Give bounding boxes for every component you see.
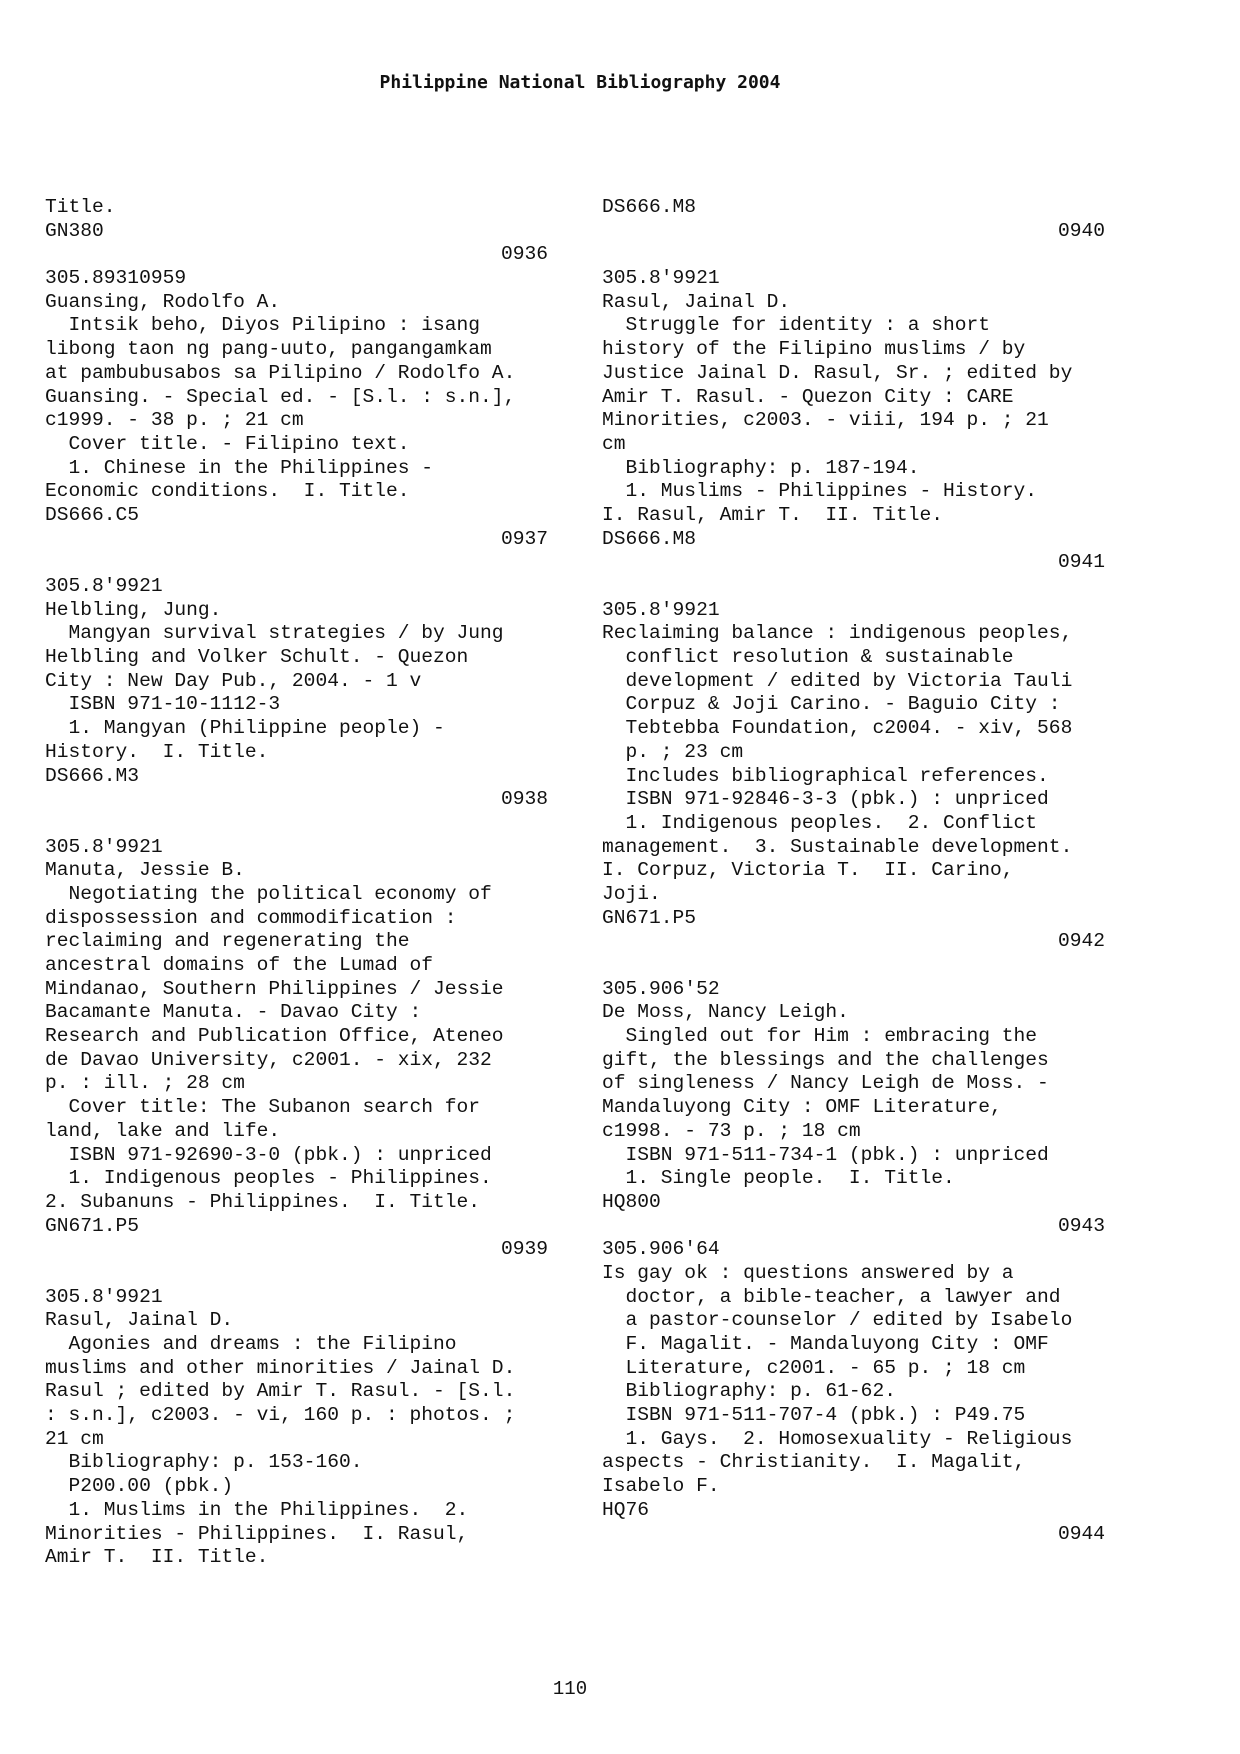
entry-line: libong taon ng pang-uuto, pangangamkam xyxy=(45,338,492,361)
entry-line: Tebtebba Foundation, c2004. - xiv, 568 xyxy=(602,717,1073,740)
entry-number: 0941 xyxy=(1057,551,1105,574)
entry-line: Mandaluyong City : OMF Literature, xyxy=(602,1096,1002,1119)
blank-line xyxy=(45,551,550,575)
entry-line: 305.89310959 xyxy=(45,267,187,290)
entry-line: GN671.P5 xyxy=(45,1214,140,1237)
right-column xyxy=(602,196,1107,1546)
entry-line: DS666.M3 xyxy=(45,764,140,787)
entry-line: Manuta, Jessie B. xyxy=(45,859,245,882)
entry-line: I. Corpuz, Victoria T. II. Carino, xyxy=(602,859,1014,882)
entry-line: Corpuz & Joji Carino. - Baguio City : xyxy=(602,693,1061,716)
entry-line: 1. Muslims - Philippines - History. xyxy=(602,480,1038,503)
entry-number: 0943 xyxy=(1057,1214,1105,1237)
entry-number: 0942 xyxy=(1057,930,1105,953)
entry-line: Mindanao, Southern Philippines / Jessie xyxy=(45,977,504,1000)
entry-line: Amir T. II. Title. xyxy=(45,1546,269,1569)
entry-line: History. I. Title. xyxy=(45,740,269,763)
entry-line: GN671.P5 xyxy=(602,906,697,929)
entry-line: DS666.M8 xyxy=(602,527,697,550)
entry-line: Intsik beho, Diyos Pilipino : isang xyxy=(45,314,481,337)
entry-line: doctor, a bible-teacher, a lawyer and xyxy=(602,1285,1061,1308)
entry-line: F. Magalit. - Mandaluyong City : OMF xyxy=(602,1333,1049,1355)
entry-line: Research and Publication Office, Ateneo xyxy=(45,1025,504,1048)
blank-line xyxy=(602,954,1107,978)
entry-line: Joji. xyxy=(602,882,661,905)
entry-line: land, lake and life. xyxy=(45,1119,281,1142)
left-column xyxy=(45,196,550,1570)
entry-line: de Davao University, c2001. - xix, 232 xyxy=(45,1048,492,1071)
entry-line: muslims and other minorities / Jainal D. xyxy=(45,1356,516,1379)
entry-line: DS666.M8 xyxy=(602,196,697,218)
entry-line: management. 3. Sustainable development. xyxy=(602,835,1073,858)
entry-line: cm xyxy=(602,432,626,455)
entry-line: 305.8'9921 xyxy=(602,598,720,621)
entry-line: Guansing. - Special ed. - [S.l. : s.n.], xyxy=(45,385,516,408)
entry-line: p. ; 23 cm xyxy=(602,740,744,763)
entry-line: Rasul, Jainal D. xyxy=(602,290,791,313)
entry-line: Includes bibliographical references. xyxy=(602,764,1049,787)
entry-line: aspects - Christianity. I. Magalit, xyxy=(602,1451,1026,1474)
entry-line: Title. xyxy=(45,196,116,218)
entry-line: HQ76 xyxy=(602,1498,650,1521)
entry-line: 1. Chinese in the Philippines - xyxy=(45,456,434,479)
entry-line: ISBN 971-92690-3-0 (pbk.) : unpriced xyxy=(45,1143,492,1166)
entry-line: Rasul ; edited by Amir T. Rasul. - [S.l. xyxy=(45,1380,516,1403)
entry-line: Economic conditions. I. Title. xyxy=(45,480,410,503)
entry-line: P200.00 (pbk.) xyxy=(45,1475,234,1498)
entry-number: 0939 xyxy=(500,1238,548,1261)
entry-line: Is gay ok : questions answered by a xyxy=(602,1261,1014,1284)
entry-number: 0938 xyxy=(500,788,548,811)
entry-line: I. Rasul, Amir T. II. Title. xyxy=(602,503,943,526)
entry-line: Bacamante Manuta. - Davao City : xyxy=(45,1001,422,1024)
entry-line: Isabelo F. xyxy=(602,1475,720,1498)
entry-line: Amir T. Rasul. - Quezon City : CARE xyxy=(602,385,1014,408)
entry-line: Reclaiming balance : indigenous peoples, xyxy=(602,622,1073,645)
entry-line: conflict resolution & sustainable xyxy=(602,646,1014,669)
entry-line: Rasul, Jainal D. xyxy=(45,1309,234,1332)
entry-number: 0937 xyxy=(500,527,548,550)
entry-line: of singleness / Nancy Leigh de Moss. - xyxy=(602,1072,1049,1095)
entry-line: Justice Jainal D. Rasul, Sr. ; edited by xyxy=(602,361,1073,384)
blank-line xyxy=(45,1262,550,1286)
entry-line: Guansing, Rodolfo A. xyxy=(45,290,281,313)
entry-line: 305.8'9921 xyxy=(45,575,163,597)
page-number: 110 xyxy=(552,1678,588,1700)
entry-line: Helbling, Jung. xyxy=(45,598,222,621)
entry-number: 0936 xyxy=(500,243,548,266)
entry-line: De Moss, Nancy Leigh. xyxy=(602,1001,849,1024)
entry-line: ISBN 971-511-734-1 (pbk.) : unpriced xyxy=(602,1143,1049,1166)
blank-line xyxy=(602,575,1107,599)
entry-line: 305.906'52 xyxy=(602,977,720,1000)
entry-line: ISBN 971-92846-3-3 (pbk.) : unpriced xyxy=(602,788,1049,811)
entry-line: Cover title: The Subanon search for xyxy=(45,1096,481,1119)
entry-line: 1. Gays. 2. Homosexuality - Religious xyxy=(602,1427,1073,1450)
entry-line: 305.8'9921 xyxy=(602,267,720,290)
entry-line: c1999. - 38 p. ; 21 cm xyxy=(45,409,304,432)
entry-line: ISBN 971-10-1112-3 xyxy=(45,693,281,716)
entry-line: Helbling and Volker Schult. - Quezon xyxy=(45,646,469,669)
entry-line: c1998. - 73 p. ; 18 cm xyxy=(602,1119,861,1142)
entry-line: 1. Indigenous peoples. 2. Conflict xyxy=(602,811,1038,834)
entry-line: GN380 xyxy=(45,219,104,242)
entry-line: 305.906'64 xyxy=(602,1238,720,1261)
entry-line: dispossession and commodification : xyxy=(45,906,457,929)
entry-line: 21 cm xyxy=(45,1427,104,1450)
entry-line: history of the Filipino muslims / by xyxy=(602,338,1026,361)
blank-line xyxy=(602,243,1107,267)
entry-line: Cover title. - Filipino text. xyxy=(45,432,410,455)
entry-line: a pastor-counselor / edited by Isabelo xyxy=(602,1309,1073,1332)
entry-line: ISBN 971-511-707-4 (pbk.) : P49.75 xyxy=(602,1404,1026,1427)
entry-line: Agonies and dreams : the Filipino xyxy=(45,1333,457,1355)
entry-line: reclaiming and regenerating the xyxy=(45,930,410,953)
entry-line: at pambubusabos sa Pilipino / Rodolfo A. xyxy=(45,361,516,384)
entry-line: 2. Subanuns - Philippines. I. Title. xyxy=(45,1190,481,1213)
entry-line: ancestral domains of the Lumad of xyxy=(45,954,434,976)
entry-line: City : New Day Pub., 2004. - 1 v xyxy=(45,669,422,692)
entry-line: : s.n.], c2003. - vi, 160 p. : photos. ; xyxy=(45,1404,516,1427)
page-title: Philippine National Bibliography 2004 xyxy=(379,72,781,93)
entry-line: Minorities, c2003. - viii, 194 p. ; 21 xyxy=(602,409,1049,432)
entry-line: development / edited by Victoria Tauli xyxy=(602,669,1073,692)
entry-line: Minorities - Philippines. I. Rasul, xyxy=(45,1522,469,1545)
entry-number: 0940 xyxy=(1057,219,1105,242)
blank-line xyxy=(45,812,550,836)
entry-line: Struggle for identity : a short xyxy=(602,314,991,337)
entry-line: gift, the blessings and the challenges xyxy=(602,1048,1049,1071)
entry-line: 305.8'9921 xyxy=(45,1285,163,1308)
entry-line: 1. Muslims in the Philippines. 2. xyxy=(45,1498,469,1521)
entry-line: 1. Single people. I. Title. xyxy=(602,1167,955,1190)
entry-line: 1. Indigenous peoples - Philippines. xyxy=(45,1167,492,1190)
entry-number: 0944 xyxy=(1057,1522,1105,1545)
entry-line: Bibliography: p. 153-160. xyxy=(45,1451,363,1474)
entry-line: Literature, c2001. - 65 p. ; 18 cm xyxy=(602,1356,1026,1379)
entry-line: Bibliography: p. 61-62. xyxy=(602,1380,896,1403)
entry-line: 1. Mangyan (Philippine people) - xyxy=(45,717,445,740)
entry-line: p. : ill. ; 28 cm xyxy=(45,1072,245,1095)
entry-line: HQ800 xyxy=(602,1190,661,1213)
entry-line: Bibliography: p. 187-194. xyxy=(602,456,920,479)
entry-line: 305.8'9921 xyxy=(45,835,163,858)
entry-line: Mangyan survival strategies / by Jung xyxy=(45,622,504,645)
entry-line: Singled out for Him : embracing the xyxy=(602,1025,1038,1048)
entry-line: Negotiating the political economy of xyxy=(45,882,492,905)
entry-line: DS666.C5 xyxy=(45,503,140,526)
